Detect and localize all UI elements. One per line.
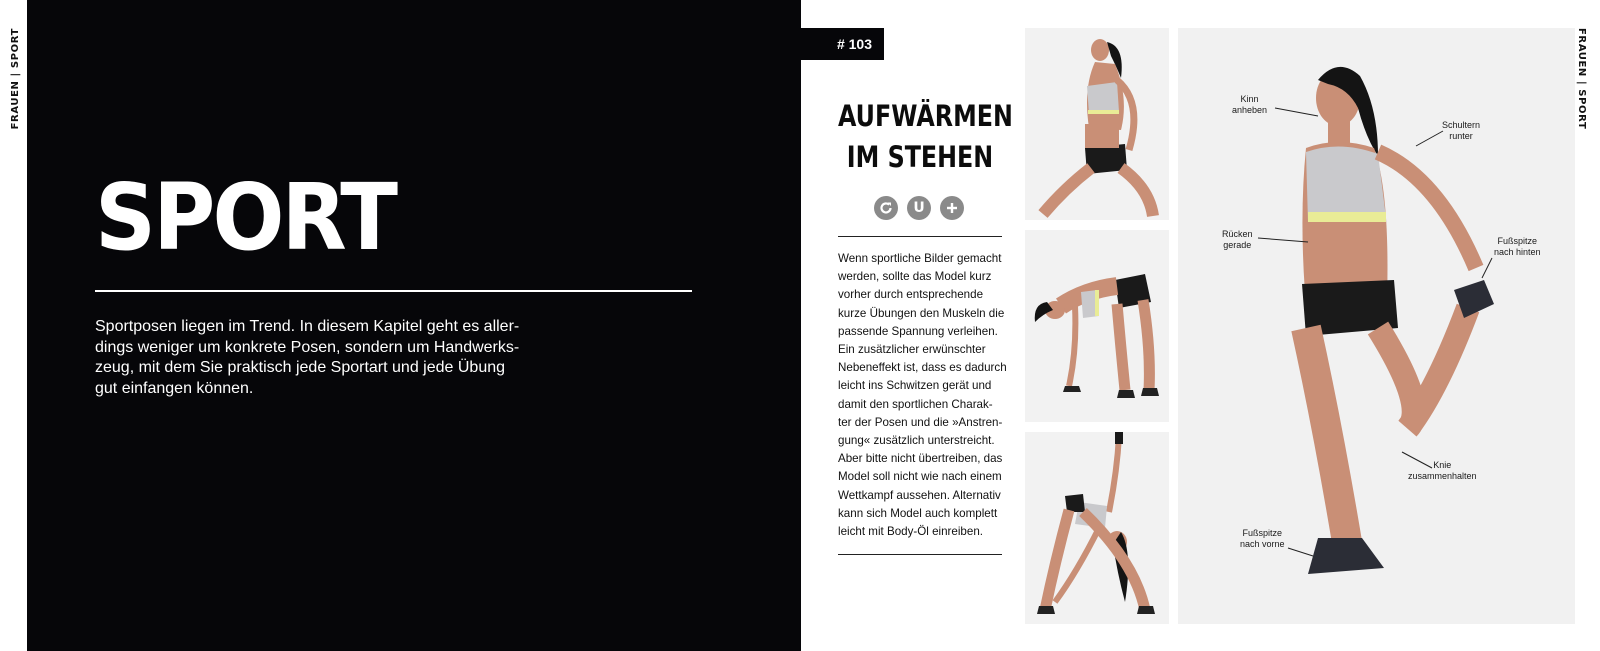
- description-line: damit den sportlichen Charak-: [838, 397, 993, 411]
- chapter-intro: [95, 317, 535, 399]
- intro-line: dings weniger um konkrete Posen, sondern um Handwerks-: [95, 338, 520, 356]
- description-line: Wenn sportliche Bilder gemacht: [838, 252, 1002, 265]
- rotate-icon: [874, 196, 898, 220]
- description-line: werden, sollte das Model kurz: [838, 270, 992, 284]
- description-line: leicht mit Body-Öl einreiben.: [838, 525, 983, 539]
- annotation-ruecken: [1222, 229, 1253, 251]
- photo-triangle-pose: [1025, 432, 1169, 624]
- annotation-schultern: [1442, 120, 1480, 142]
- annotation-line: zusammenhalten: [1408, 471, 1477, 481]
- photo-standing-quad-stretch: [1178, 28, 1575, 624]
- photo-lunge-stretch: [1025, 28, 1169, 220]
- exercise-title-line: AUFWÄRMEN: [838, 99, 1013, 133]
- description-line: leicht ins Schwitzen gerät und: [838, 379, 992, 393]
- annotation-kinn: [1232, 94, 1267, 116]
- text-divider-bottom: [838, 554, 1002, 555]
- annotation-line: nach vorne: [1240, 539, 1285, 549]
- description-line: Model soll nicht wie nach einem: [838, 470, 1002, 484]
- annotation-line: nach hinten: [1494, 247, 1541, 257]
- intro-line: Sportposen liegen im Trend. In diesem Kapitel geht es aller-: [95, 318, 520, 335]
- description-line: Ein zusätzlicher erwünschter: [838, 343, 986, 357]
- description-line: vorher durch entsprechende: [838, 288, 984, 302]
- description-line: Wettkampf aussehen. Alternativ: [838, 488, 1001, 502]
- description-line: kann sich Model auch komplett: [838, 506, 998, 520]
- exercise-description: [838, 250, 1007, 541]
- description-line: passende Spannung verleihen.: [838, 324, 998, 338]
- right-side-label: FRAUEN | SPORT: [1576, 28, 1587, 130]
- annotation-line: Fußspitze: [1242, 528, 1283, 538]
- annotation-line: Kinn: [1240, 94, 1259, 104]
- annotation-fussspitze-vorne: [1240, 528, 1285, 550]
- annotation-line: Rücken: [1222, 229, 1253, 239]
- annotation-line: Knie: [1433, 460, 1452, 470]
- annotation-fussspitze-hinten: [1494, 236, 1541, 258]
- annotation-line: anheben: [1232, 105, 1268, 115]
- annotation-line: runter: [1449, 131, 1473, 141]
- left-side-label: FRAUEN | SPORT: [10, 28, 21, 130]
- photo-forward-bend: [1025, 230, 1169, 422]
- intro-line: gut einfangen können.: [95, 379, 254, 397]
- text-divider-top: [838, 236, 1002, 237]
- description-line: Aber bitte nicht übertreiben, das: [838, 452, 1003, 466]
- plus-icon: [940, 196, 964, 220]
- annotation-knie: [1408, 460, 1477, 482]
- pose-number-badge: # 103: [801, 28, 884, 60]
- title-divider: [95, 290, 692, 292]
- u-icon: U: [907, 196, 931, 220]
- difficulty-icons: [874, 196, 972, 220]
- annotation-leader-lines: [1178, 28, 1575, 624]
- annotation-line: gerade: [1223, 240, 1252, 250]
- exercise-title-line: IM STEHEN: [846, 140, 994, 174]
- description-line: gung« zusätzlich unterstreicht.: [838, 434, 995, 448]
- description-line: Nebeneffekt ist, dass es dadurch: [838, 361, 1007, 375]
- description-line: ter der Posen und die »Anstren-: [838, 415, 1003, 429]
- exercise-title: [838, 96, 1013, 178]
- intro-line: zeug, mit dem Sie praktisch jede Sportart und jede Übung: [95, 359, 506, 376]
- annotation-line: Fußspitze: [1497, 236, 1538, 246]
- chapter-title: SPORT: [95, 164, 396, 271]
- annotation-line: Schultern: [1442, 120, 1481, 130]
- description-line: kurze Übungen den Muskeln die: [838, 306, 1005, 320]
